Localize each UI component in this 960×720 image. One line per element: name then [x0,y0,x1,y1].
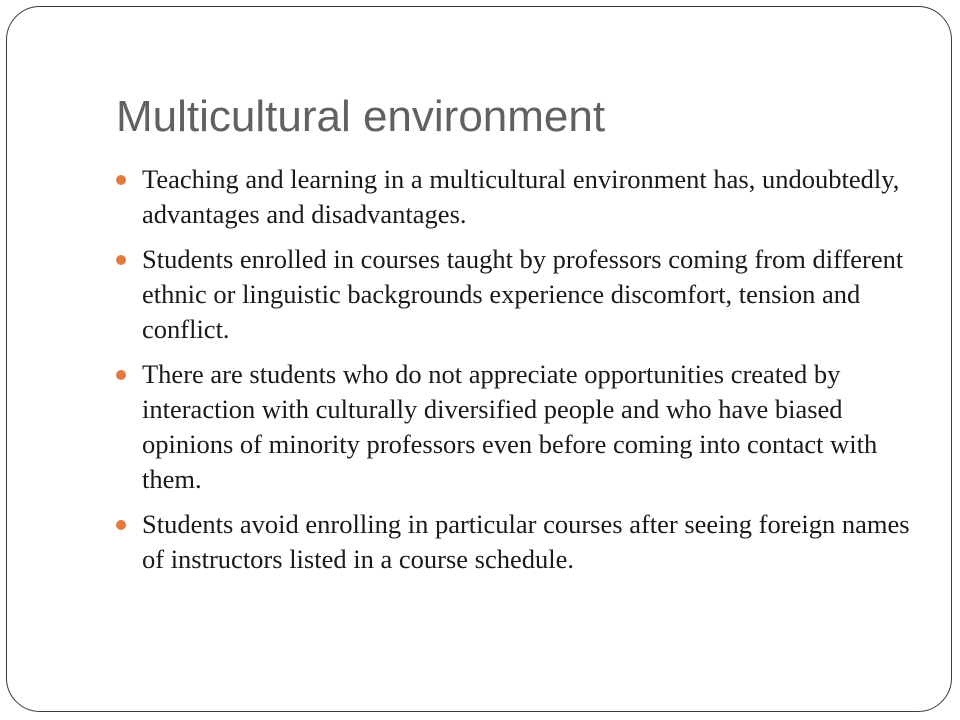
bullet-text: Students enrolled in courses taught by professors coming from different ethnic or linguistic backgrounds experience discomfort, tension and conflict. [142,244,904,344]
slide-title: Multicultural environment [116,92,606,141]
bullet-text: Students avoid enrolling in particular courses after seeing foreign names of instructors listed in a course schedule. [142,509,910,574]
bullet-dot-icon [116,520,126,530]
bullet-dot-icon [116,255,126,265]
bullet-text: Teaching and learning in a multicultural environment has, undoubtedly, advantages and disadvantages. [142,164,900,229]
bullet-dot-icon [116,175,126,185]
bullet-item-2 [116,242,916,347]
bullet-item-4 [116,507,916,577]
bullet-list [116,162,916,587]
slide-frame [6,6,952,712]
bullet-dot-icon [116,370,126,380]
bullet-text: There are students who do not appreciate opportunities created by interaction with culturally diversified people and who have biased opinions of minority professors even before coming into contact with them. [142,359,878,494]
bullet-item-1 [116,162,916,232]
bullet-item-3 [116,357,916,497]
